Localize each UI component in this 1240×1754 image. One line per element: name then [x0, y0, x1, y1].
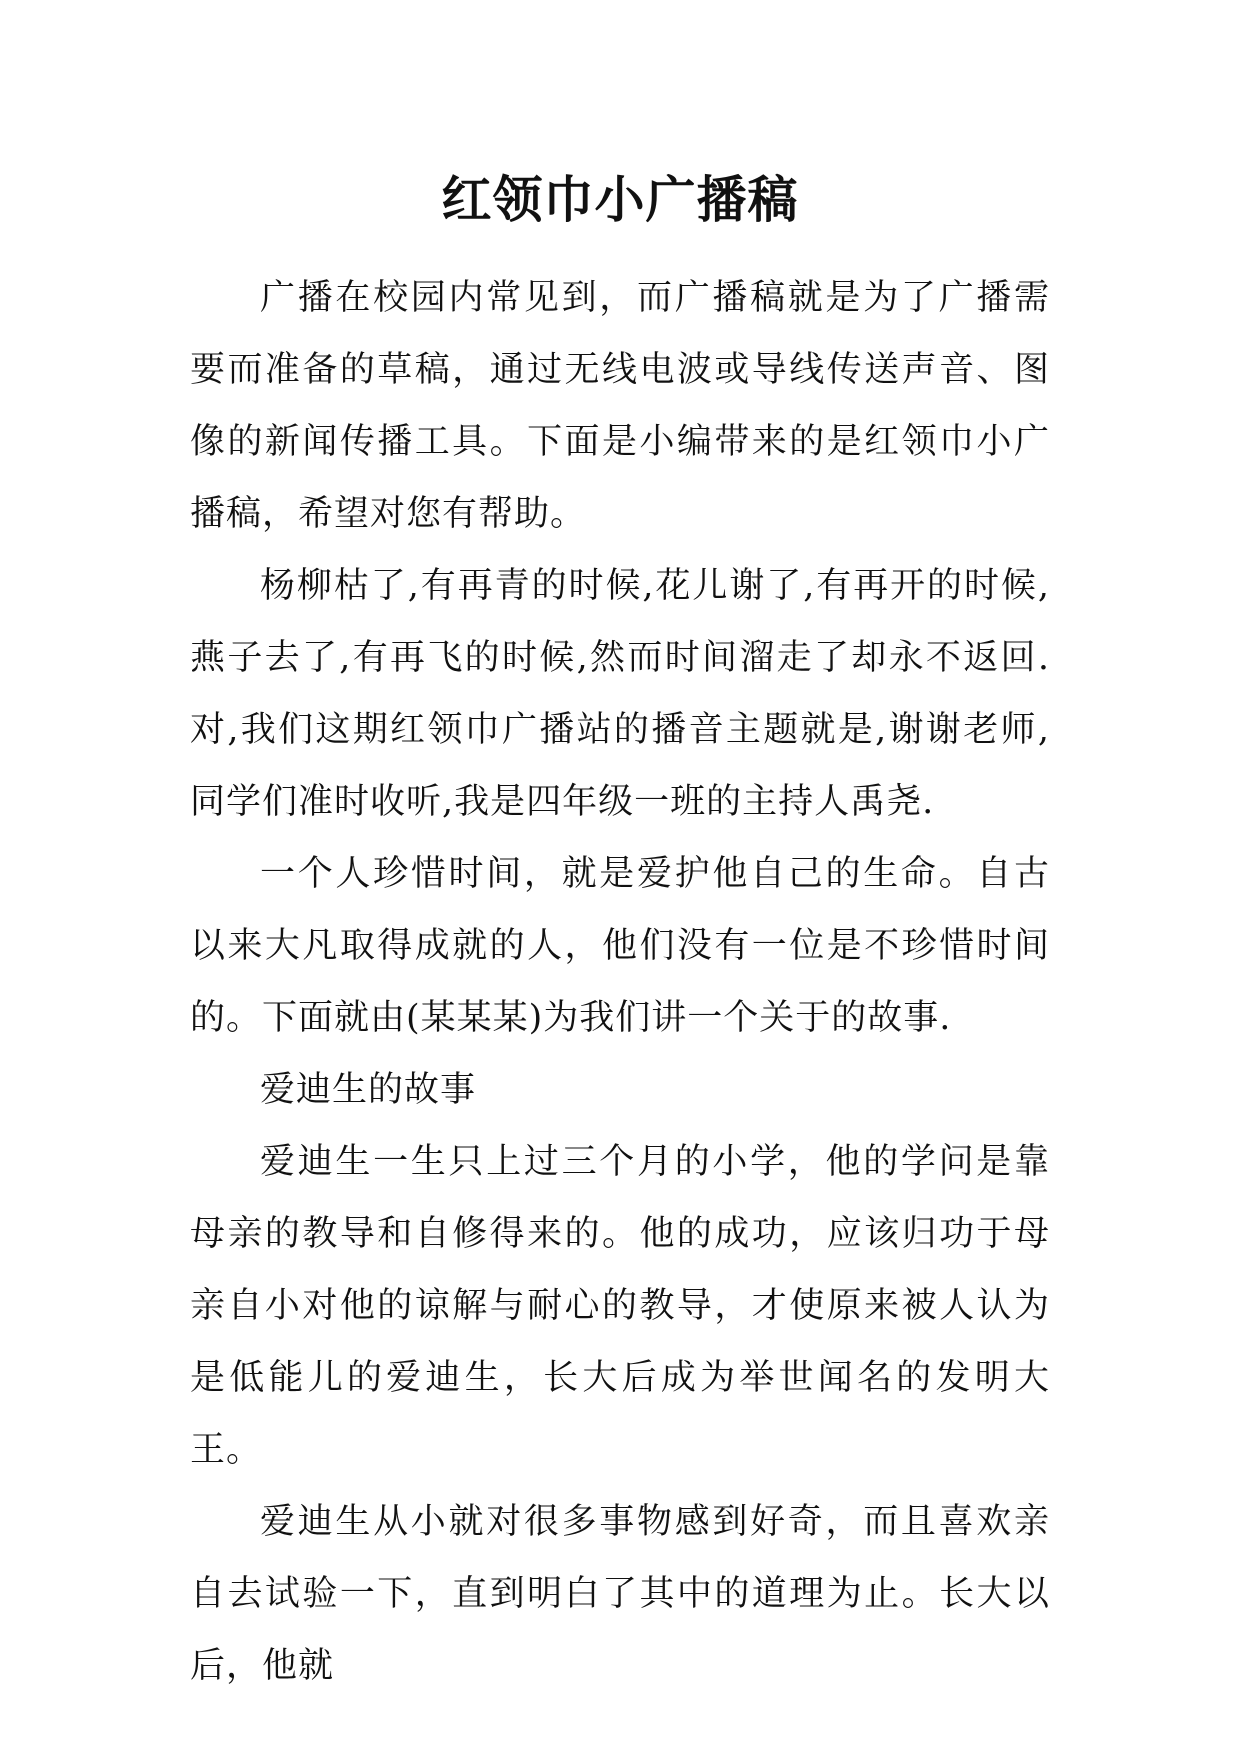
- paragraph-time: 一个人珍惜时间，就是爱护他自己的生命。自古以来大凡取得成就的人，他们没有一位是不珍惜时间的。下面就由(某某某)为我们讲一个关于的故事.: [190, 854, 1050, 1038]
- paragraph-intro: 广播在校园内常见到，而广播稿就是为了广播需要而准备的草稿，通过无线电波或导线传送声音、图像的新闻传播工具。下面是小编带来的是红领巾小广播稿，希望对您有帮助。: [190, 278, 1050, 534]
- document-body: [190, 262, 1050, 1702]
- paragraph-edison-education: 爱迪生一生只上过三个月的小学，他的学问是靠母亲的教导和自修得来的。他的成功，应该归功于母亲自小对他的谅解与耐心的教导，才使原来被人认为是低能儿的爱迪生，长大后成为举世闻名的发明大王。: [190, 1142, 1050, 1470]
- section-heading-edison: 爱迪生的故事: [260, 1070, 477, 1110]
- document-title: 红领巾小广播稿: [441, 170, 799, 229]
- paragraph-opening: 杨柳枯了,有再青的时候,花儿谢了,有再开的时候,燕子去了,有再飞的时候,然而时间溜走了却永不返回.对,我们这期红领巾广播站的播音主题就是,谢谢老师,同学们准时收听,我是四年级一班的主持人禹尧.: [190, 566, 1050, 822]
- paragraph-edison-curiosity: 爱迪生从小就对很多事物感到好奇，而且喜欢亲自去试验一下，直到明白了其中的道理为止。长大以后，他就: [190, 1502, 1050, 1686]
